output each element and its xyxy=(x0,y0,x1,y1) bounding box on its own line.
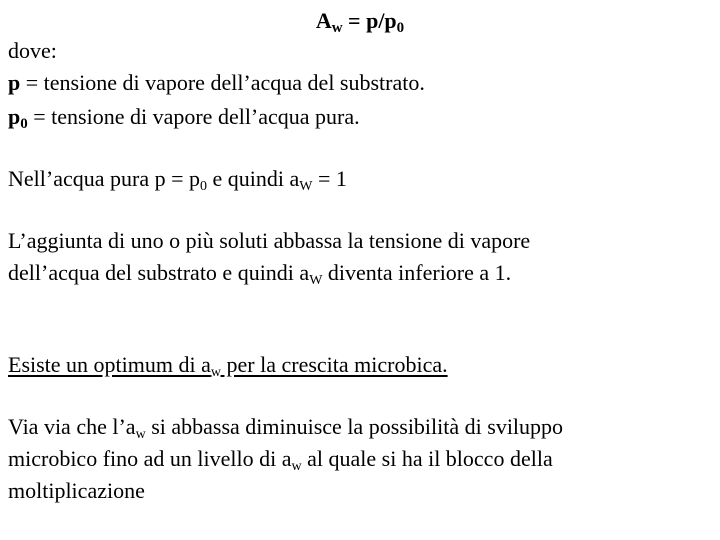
definition-p-text: = tensione di vapore dell’acqua del substrato. xyxy=(20,70,425,95)
pure-water-sub-w: W xyxy=(299,179,313,194)
definition-p xyxy=(8,70,425,96)
optimum-sub: w xyxy=(210,365,222,380)
formula-zero-subscript: 0 xyxy=(396,20,405,36)
water-activity-formula xyxy=(0,8,720,34)
decrease-line-1-text-a: Via via che l’a xyxy=(8,414,136,439)
decrease-line-2-text-b: al quale si ha il blocco della xyxy=(301,446,553,471)
solutes-line-2 xyxy=(8,260,511,286)
definitions-intro: dove: xyxy=(8,38,57,63)
pure-water-text-b: e quindi a xyxy=(207,166,300,191)
pure-water-sub-0: 0 xyxy=(200,179,207,194)
definition-p0-symbol: p xyxy=(8,104,21,129)
pure-water-text-a: Nell’acqua pura p = p xyxy=(8,166,200,191)
decrease-line-2-text-a: microbico fino ad un livello di a xyxy=(8,446,292,471)
solutes-line-2-text-a: dell’acqua del substrato e quindi a xyxy=(8,260,310,285)
definition-p0 xyxy=(8,104,360,130)
optimum-text-b: per la crescita microbica. xyxy=(221,352,448,377)
decrease-line-2-sub: w xyxy=(291,459,302,474)
decrease-line-1-text-b: si abbassa diminuisce la possibilità di sviluppo xyxy=(145,414,564,439)
optimum-text-a: Esiste un optimum di a xyxy=(8,352,211,377)
pure-water-text-c: = 1 xyxy=(312,166,347,191)
formula-rest: = p/p xyxy=(342,8,397,33)
solutes-line-2-text-b: diventa inferiore a 1. xyxy=(322,260,512,285)
solutes-line-2-sub: W xyxy=(309,273,323,288)
decrease-line-3: moltiplicazione xyxy=(8,478,145,503)
decrease-line-2 xyxy=(8,446,553,472)
optimum-line xyxy=(8,352,448,378)
definition-p0-subscript: 0 xyxy=(20,116,28,132)
decrease-line-1 xyxy=(8,414,563,440)
pure-water-line xyxy=(8,166,347,192)
decrease-line-1-sub: w xyxy=(135,427,146,442)
definition-p-symbol: p xyxy=(8,70,21,95)
formula-a: A xyxy=(315,8,332,33)
definition-p0-text: = tensione di vapore dell’acqua pura. xyxy=(27,104,360,129)
solutes-line-1: L’aggiunta di uno o più soluti abbassa la tensione di vapore xyxy=(8,228,531,253)
formula-a-subscript: w xyxy=(331,20,343,36)
